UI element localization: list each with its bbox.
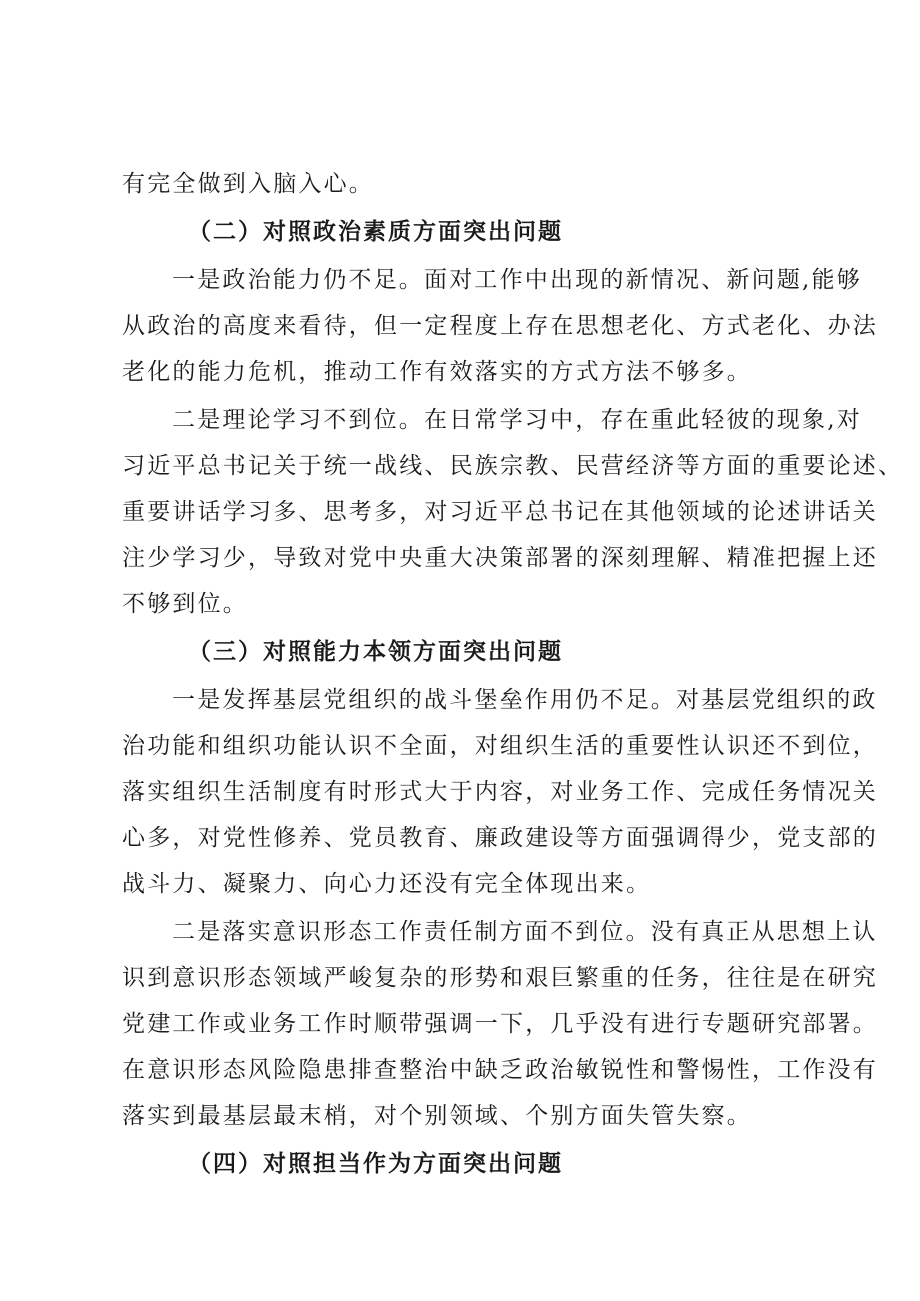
paragraph-line: 不够到位。 [122, 591, 248, 617]
section-heading-2: （二）对照政治素质方面突出问题 [188, 218, 563, 245]
section-heading-3: （三）对照能力本领方面突出问题 [188, 638, 563, 665]
paragraph-line: 落实组织生活制度有时形式大于内容，对业务工作、完成任务情况关 [122, 779, 878, 805]
paragraph-line: 从政治的高度来看待，但一定程度上存在思想老化、方式老化、办法 [122, 313, 878, 339]
paragraph-line: 治功能和组织功能认识不全面，对组织生活的重要性认识还不到位， [122, 733, 878, 759]
paragraph-line: 重要讲话学习多、思考多，对习近平总书记在其他领域的论述讲话关 [122, 499, 878, 525]
paragraph-line: 在意识形态风险隐患排查整治中缺乏政治敏锐性和警惕性，工作没有 [122, 1057, 878, 1083]
paragraph-line: 一是政治能力仍不足。面对工作中出现的新情况、新问题,能够 [172, 267, 862, 293]
paragraph-line: 二是理论学习不到位。在日常学习中，存在重此轻彼的现象,对 [172, 407, 862, 433]
paragraph-continuation: 有完全做到入脑入心。 [122, 171, 374, 197]
section-heading-4: （四）对照担当作为方面突出问题 [188, 1150, 563, 1177]
paragraph-line: 习近平总书记关于统一战线、民族宗教、民营经济等方面的重要论述、 [122, 453, 904, 479]
paragraph-line: 注少学习少，导致对党中央重大决策部署的深刻理解、精准把握上还 [122, 545, 878, 571]
paragraph-line: 一是发挥基层党组织的战斗堡垒作用仍不足。对基层党组织的政 [172, 687, 878, 713]
paragraph-line: 二是落实意识形态工作责任制方面不到位。没有真正从思想上认 [172, 919, 878, 945]
paragraph-line: 战斗力、凝聚力、向心力还没有完全体现出来。 [122, 871, 652, 897]
paragraph-line: 落实到最基层最末梢，对个别领域、个别方面失管失察。 [122, 1103, 752, 1129]
paragraph-line: 识到意识形态领域严峻复杂的形势和艰巨繁重的任务，往往是在研究 [122, 965, 878, 991]
paragraph-line: 心多，对党性修养、党员教育、廉政建设等方面强调得少，党支部的 [122, 825, 878, 851]
paragraph-line: 老化的能力危机，推动工作有效落实的方式方法不够多。 [122, 359, 752, 385]
paragraph-line: 党建工作或业务工作时顺带强调一下，几乎没有进行专题研究部署。 [122, 1011, 878, 1037]
